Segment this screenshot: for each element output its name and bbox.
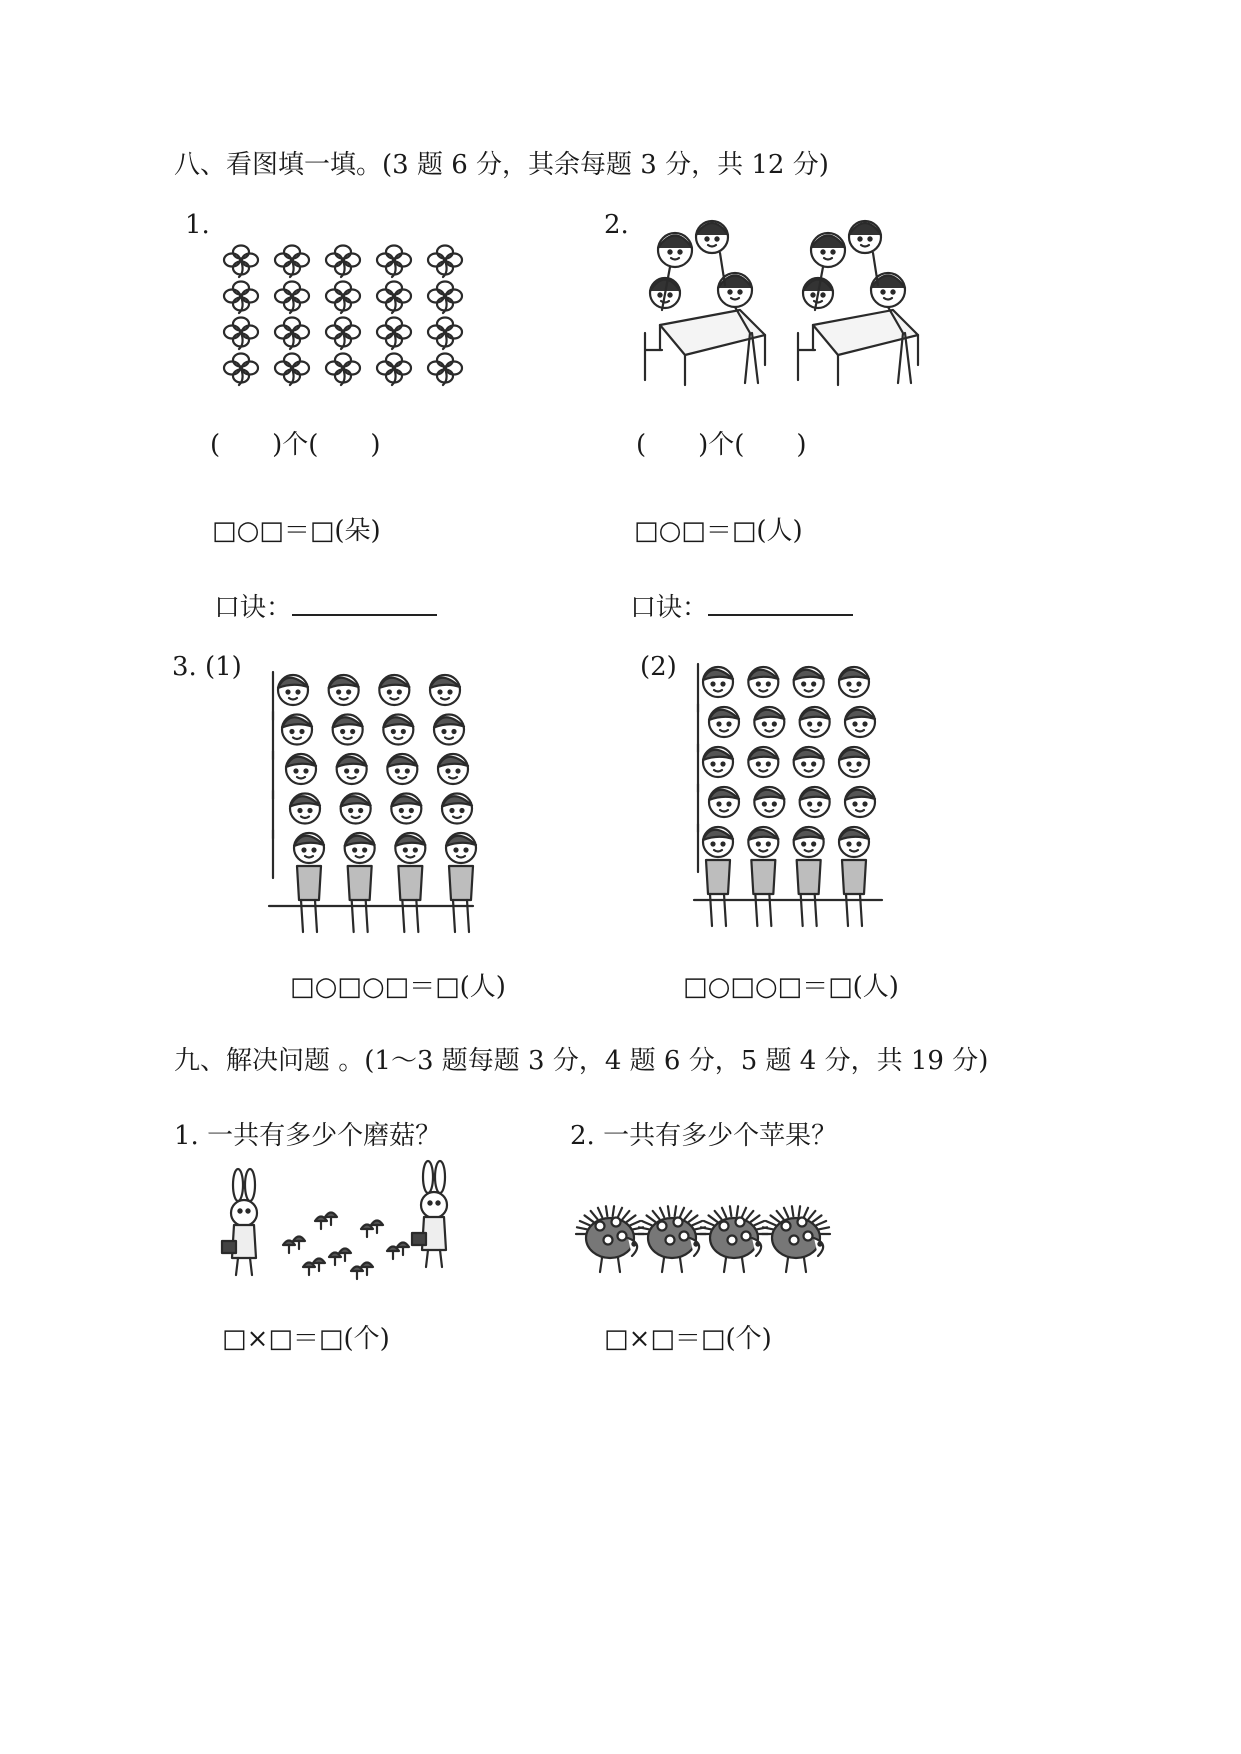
audience-person: [845, 787, 875, 817]
clover-flower: [224, 318, 258, 350]
audience-person: [395, 833, 425, 932]
clover-flower: [428, 246, 462, 278]
clover-flower: [377, 318, 411, 350]
hedgehog: [762, 1206, 830, 1272]
rhyme-blank[interactable]: [708, 592, 853, 616]
clover-flower: [275, 318, 309, 350]
question-3-number: 3.: [172, 652, 197, 682]
clover-flower: [377, 354, 411, 386]
audience-person: [839, 667, 869, 697]
audience-person: [839, 747, 869, 777]
question-3-equation-2[interactable]: □○□○□＝□(人): [683, 972, 899, 1002]
question-2-equation[interactable]: □○□＝□(人): [634, 516, 803, 546]
audience-person: [387, 754, 417, 784]
apple: [658, 1222, 667, 1231]
audience-person: [278, 675, 308, 705]
mushroom-cluster: [351, 1263, 373, 1280]
mushroom-cluster: [329, 1249, 351, 1266]
clover-flower: [428, 282, 462, 314]
audience-person: [434, 715, 464, 745]
rabbit: [222, 1169, 257, 1275]
audience-person: [333, 715, 363, 745]
apple: [596, 1222, 605, 1231]
rabbits-and-mushrooms-picture: [222, 1175, 474, 1277]
audience-person: [282, 715, 312, 745]
audience-person: [748, 667, 778, 697]
audience-person: [430, 675, 460, 705]
apple: [618, 1232, 627, 1241]
apple: [674, 1218, 683, 1227]
clover-flower: [377, 246, 411, 278]
mushroom-cluster: [387, 1243, 409, 1260]
question-3-part-1-label: (1): [205, 652, 242, 682]
audience-person: [748, 827, 778, 926]
clover-flower: [326, 318, 360, 350]
rhyme-label: 口诀：: [630, 593, 709, 623]
question-3-equation-1[interactable]: □○□○□＝□(人): [290, 972, 506, 1002]
clover-flower: [428, 354, 462, 386]
hedgehogs-with-apples-picture: [580, 1200, 830, 1278]
question-1-rhyme[interactable]: [214, 592, 437, 623]
clover-flower: [326, 282, 360, 314]
audience-person: [337, 754, 367, 784]
apple: [612, 1218, 621, 1227]
apple: [782, 1222, 791, 1231]
problem-1-question: 1. 一共有多少个磨菇？: [174, 1121, 442, 1151]
problem-1-equation[interactable]: □×□＝□(个): [222, 1324, 390, 1354]
rabbit: [412, 1161, 447, 1267]
audience-person: [438, 754, 468, 784]
audience-person: [709, 707, 739, 737]
seated-audience-picture: [265, 668, 477, 916]
clover-flower: [428, 318, 462, 350]
problem-2-question: 2. 一共有多少个苹果？: [570, 1121, 838, 1151]
apple: [680, 1232, 689, 1241]
audience-person: [845, 707, 875, 737]
hedgehog: [638, 1206, 706, 1272]
question-1-equation[interactable]: □○□＝□(朵): [212, 516, 381, 546]
mushroom-cluster: [283, 1237, 305, 1254]
kids-at-table-group: [793, 215, 923, 390]
audience-person: [446, 833, 476, 932]
clover-flower: [224, 246, 258, 278]
audience-person: [794, 667, 824, 697]
apple: [666, 1236, 675, 1245]
audience-person: [703, 827, 733, 926]
clover-flower: [326, 246, 360, 278]
apple: [790, 1236, 799, 1245]
apple: [804, 1232, 813, 1241]
audience-person: [345, 833, 375, 932]
problem-2-equation[interactable]: □×□＝□(个): [604, 1324, 772, 1354]
audience-person: [754, 787, 784, 817]
clover-flower: [275, 282, 309, 314]
mushroom-cluster: [303, 1259, 325, 1276]
kids-group-drawing: [798, 221, 918, 385]
apple: [728, 1236, 737, 1245]
audience-person: [800, 787, 830, 817]
audience-person: [703, 747, 733, 777]
clover-flower: [224, 354, 258, 386]
clover-flower: [224, 282, 258, 314]
audience-person: [294, 833, 324, 932]
question-2-fill-line[interactable]: ( )个( ): [636, 430, 807, 460]
apple: [736, 1218, 745, 1227]
clover-flower: [326, 354, 360, 386]
clover-flower: [275, 354, 309, 386]
question-1-number: 1.: [185, 210, 210, 240]
four-leaf-clover-grid: [215, 238, 475, 388]
audience-person: [794, 827, 824, 926]
hedgehog: [700, 1206, 768, 1272]
mushroom-cluster: [315, 1213, 337, 1230]
audience-person: [800, 707, 830, 737]
apple: [604, 1236, 613, 1245]
scene-drawing: [222, 1161, 447, 1279]
mushroom-cluster: [361, 1221, 383, 1238]
audience-person: [391, 794, 421, 824]
question-3-part-2-label: (2): [640, 652, 677, 682]
rhyme-blank[interactable]: [292, 592, 437, 616]
audience-person: [383, 715, 413, 745]
audience-person: [748, 747, 778, 777]
audience-person: [341, 794, 371, 824]
audience-person: [794, 747, 824, 777]
apple: [742, 1232, 751, 1241]
hedgehog: [576, 1206, 644, 1272]
audience-person: [379, 675, 409, 705]
question-2-number: 2.: [604, 210, 629, 240]
section-9-heading: 九、解决问题 。(1～3 题每题 3 分，4 题 6 分，5 题 4 分，共 19 分): [174, 1046, 989, 1076]
question-1-fill-line[interactable]: ( )个( ): [210, 430, 381, 460]
audience-person: [839, 827, 869, 926]
audience-person: [286, 754, 316, 784]
clover-flower: [275, 246, 309, 278]
audience-person: [703, 667, 733, 697]
audience-person: [709, 787, 739, 817]
kids-group-drawing: [645, 221, 765, 385]
seated-audience-picture: [690, 660, 886, 910]
audience-person: [329, 675, 359, 705]
question-2-rhyme[interactable]: [630, 592, 853, 623]
apple: [798, 1218, 807, 1227]
audience-person: [290, 794, 320, 824]
audience-person: [442, 794, 472, 824]
audience-drawing: [694, 664, 882, 926]
kids-at-table-group: [640, 215, 770, 390]
rhyme-label: 口诀：: [214, 593, 293, 623]
audience-drawing: [269, 672, 476, 932]
audience-person: [754, 707, 784, 737]
apple: [720, 1222, 729, 1231]
section-8-heading: 八、看图填一填。(3 题 6 分，其余每题 3 分，共 12 分): [174, 150, 829, 180]
clover-flower: [377, 282, 411, 314]
